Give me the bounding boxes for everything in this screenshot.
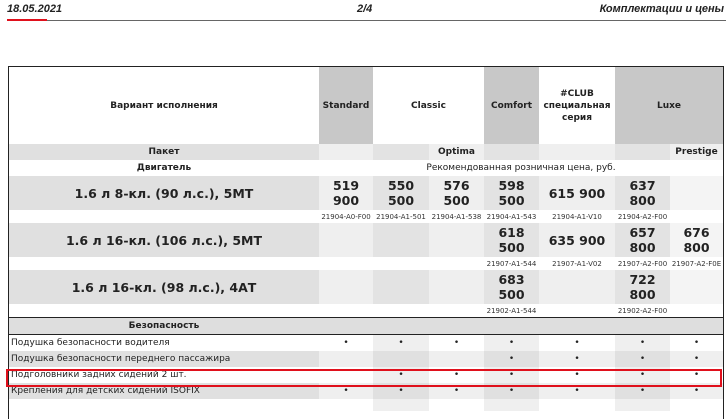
feature-mark [615,399,670,411]
model-code [539,304,615,317]
model-code [373,257,429,270]
feature-mark [670,399,723,411]
feature-mark: • [539,335,615,351]
feature-mark: • [484,383,539,399]
price-cell: 598 500 [484,176,539,210]
price-cell [429,270,484,304]
feature-mark: • [539,351,615,367]
model-code [670,210,723,223]
price-cell: 615 900 [539,176,615,210]
package-cell [615,144,670,160]
feature-mark: • [484,335,539,351]
model-code: 21907-A2-F0E [670,257,723,270]
price-cell: 637 800 [615,176,670,210]
trim-luxe: Luxe [615,67,723,144]
feature-name: Подголовники задних сидений 2 шт. [9,367,319,383]
feature-mark [429,351,484,367]
feature-mark [373,399,429,411]
engine-name: 1.6 л 16-кл. (106 л.с.), 5МТ [9,223,319,257]
model-code: 21907-A1-544 [484,257,539,270]
model-code: 21904-A0-F00 [319,210,373,223]
header-rule [7,20,726,21]
price-cell [373,270,429,304]
model-code [429,304,484,317]
trim-club-line: серия [562,112,592,123]
feature-mark [373,351,429,367]
model-code [670,304,723,317]
page-number: 2/4 [357,3,373,15]
model-code [373,304,429,317]
feature-mark [484,399,539,411]
section-row [9,318,723,334]
engine-price-row [9,223,723,257]
price-cell [429,223,484,257]
feature-mark: • [539,367,615,383]
model-code [319,257,373,270]
engine-code-row [9,257,723,270]
package-cell: Prestige [670,144,723,160]
model-code: 21907-A1-V02 [539,257,615,270]
package-label: Пакет [9,144,319,160]
trim-standard: Standard [319,67,373,144]
package-cell: Optima [429,144,484,160]
header-title: Комплектации и цены [599,3,724,15]
price-note: Рекомендованная розничная цена, руб. [319,160,723,176]
engine-price-row [9,176,723,210]
trim-club-line: специальная [543,100,611,111]
feature-mark: • [429,335,484,351]
price-cell: 576 500 [429,176,484,210]
feature-name: Крепления для детских сидений ISOFIX [9,383,319,399]
engine-label: Двигатель [9,160,319,176]
price-cell [670,176,723,210]
model-code: 21904-A1-501 [373,210,429,223]
price-cell: 618 500 [484,223,539,257]
price-cell [319,270,373,304]
price-cell [670,270,723,304]
price-cell [539,270,615,304]
feature-mark: • [615,335,670,351]
feature-mark: • [670,335,723,351]
feature-mark: • [615,367,670,383]
feature-mark: • [319,383,373,399]
package-cell [539,144,615,160]
feature-mark: • [670,351,723,367]
trim-classic: Classic [373,67,484,144]
feature-mark: • [484,351,539,367]
variant-label: Вариант исполнения [9,67,319,144]
feature-mark: • [670,383,723,399]
feature-mark [319,351,373,367]
model-code [319,304,373,317]
feature-mark: • [429,367,484,383]
page-header [0,3,726,19]
feature-mark: • [615,351,670,367]
engine-label-row [9,160,723,176]
model-code: 21904-A2-F00 [615,210,670,223]
engine-code-row [9,304,723,317]
highlight-box [6,369,722,387]
price-cell: 676 800 [670,223,723,257]
package-cell [484,144,539,160]
package-cell [319,144,373,160]
price-cell [373,223,429,257]
feature-row [9,351,723,367]
header-date: 18.05.2021 [7,3,63,15]
feature-name: Подушка безопасности водителя [9,335,319,351]
trim-header-row [9,67,723,144]
price-cell: 722 800 [615,270,670,304]
code-spacer [9,210,319,223]
price-cell: 519 900 [319,176,373,210]
trim-comfort: Comfort [484,67,539,144]
model-code: 21904-A1-543 [484,210,539,223]
feature-mark: • [373,383,429,399]
feature-mark: • [319,335,373,351]
price-cell: 683 500 [484,270,539,304]
section-fill [319,318,723,334]
feature-mark: • [484,367,539,383]
price-cell: 550 500 [373,176,429,210]
feature-name: Подушка безопасности переднего пассажира [9,351,319,367]
price-table [8,66,724,419]
model-code: 21902-A2-F00 [615,304,670,317]
model-code: 21907-A2-F00 [615,257,670,270]
header-accent-rule [7,19,47,21]
feature-name [9,399,319,411]
trim-club-line: #CLUB [560,88,594,99]
model-code: 21904-A1-V10 [539,210,615,223]
engine-name: 1.6 л 8-кл. (90 л.с.), 5МТ [9,176,319,210]
feature-row-partial [9,399,723,411]
engine-name: 1.6 л 16-кл. (98 л.с.), 4АТ [9,270,319,304]
price-cell: 635 900 [539,223,615,257]
package-cell [373,144,429,160]
engine-price-row [9,270,723,304]
code-spacer [9,304,319,317]
package-row [9,144,723,160]
feature-mark: • [429,383,484,399]
engine-code-row [9,210,723,223]
feature-mark [319,399,373,411]
price-cell [319,223,373,257]
feature-mark: • [670,367,723,383]
feature-mark: • [373,335,429,351]
code-spacer [9,257,319,270]
model-code [429,257,484,270]
section-header: Безопасность [9,318,319,334]
feature-mark: • [615,383,670,399]
feature-mark [539,399,615,411]
feature-mark: • [373,367,429,383]
price-cell: 657 800 [615,223,670,257]
feature-row [9,335,723,351]
model-code: 21904-A1-538 [429,210,484,223]
model-code: 21902-A1-544 [484,304,539,317]
trim-club [539,67,615,144]
feature-mark: • [539,383,615,399]
feature-mark [429,399,484,411]
